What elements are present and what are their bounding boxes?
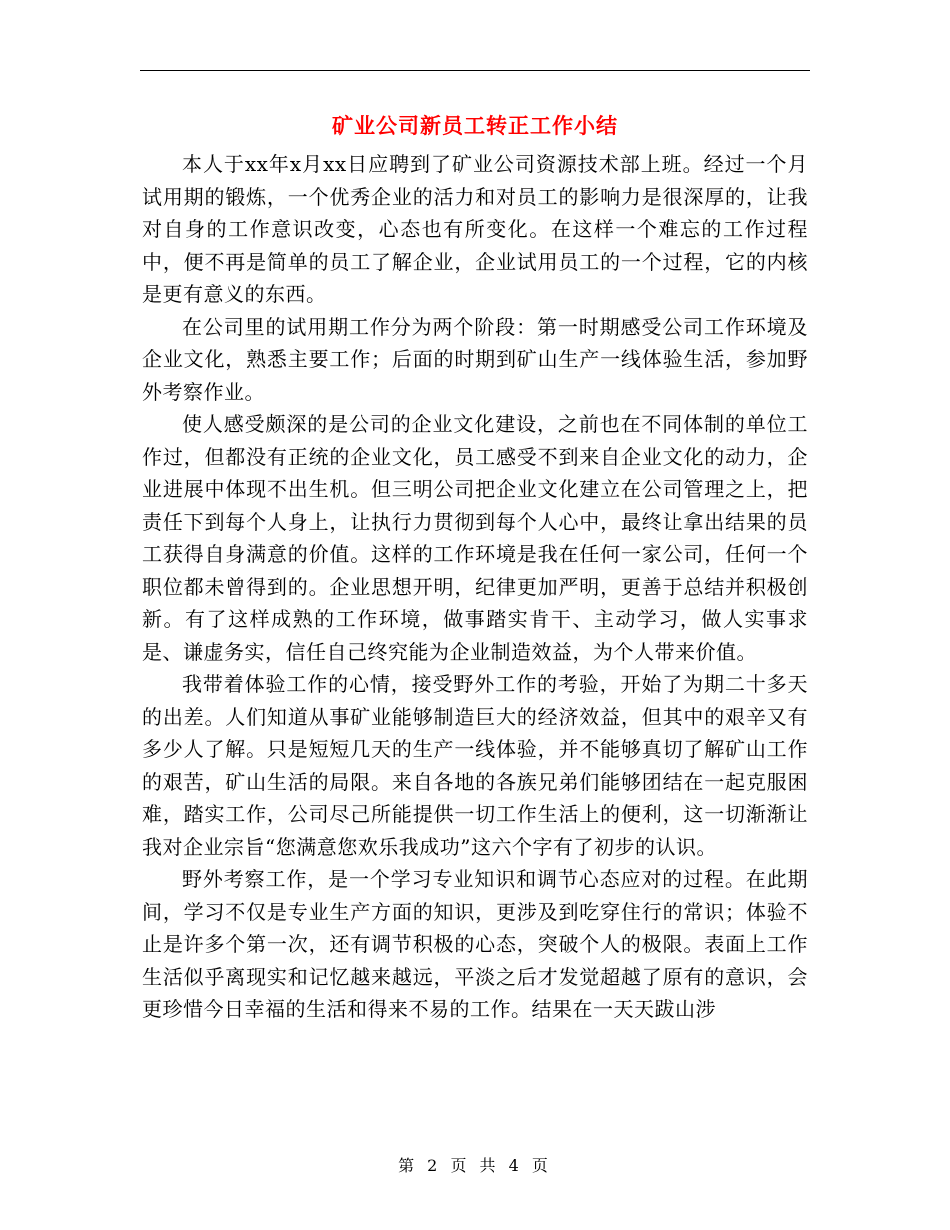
document-title: 矿业公司新员工转正工作小结 [332, 113, 618, 138]
paragraph-4: 我带着体验工作的心情，接受野外工作的考验，开始了为期二十多天的出差。人们知道从事矿业能够制造巨大的经济效益，但其中的艰辛又有多少人了解。只是短短几天的生产一线体验，并不能够真切了解矿山工作的艰苦，矿山生活的局限。来自各地的各族兄弟们能够团结在一起克服困难，踏实工作，公司尽己所能提供一切工作生活上的便利，这一切渐渐让我对企业宗旨“您满意您欢乐我成功”这六个字有了初步的认识。 [142, 672, 808, 859]
paragraph-3: 使人感受颇深的是公司的企业文化建设，之前也在不同体制的单位工作过，但都没有正统的企业文化，员工感受不到来自企业文化的动力，企业进展中体现不出生机。但三明公司把企业文化建立在公司管理之上，把责任下到每个人身上，让执行力贯彻到每个人心中，最终让拿出结果的员工获得自身满意的价值。这样的工作环境是我在任何一家公司，任何一个职位都未曾得到的。企业思想开明，纪律更加严明，更善于总结并积极创新。有了这样成熟的工作环境，做事踏实肯干、主动学习，做人实事求是、谦虚务实，信任自己终究能为企业制造效益，为个人带来价值。 [142, 412, 808, 664]
paragraph-5: 野外考察工作，是一个学习专业知识和调节心态应对的过程。在此期间，学习不仅是专业生产方面的知识，更涉及到吃穿住行的常识；体验不止是许多个第一次，还有调节积极的心态，突破个人的极限。表面上工作生活似乎离现实和记忆越来越远，平淡之后才发觉超越了原有的意识，会更珍惜今日幸福的生活和得来不易的工作。结果在一天天跋山涉 [142, 867, 808, 1021]
page-number-footer: 第 2 页 共 4 页 [398, 1156, 552, 1175]
paragraph-1: 本人于xx年x月xx日应聘到了矿业公司资源技术部上班。经过一个月试用期的锻炼，一个优秀企业的活力和对员工的影响力是很深厚的，让我对自身的工作意识改变，心态也有所变化。在这样一个难忘的工作过程中，便不再是简单的员工了解企业，企业试用员工的一个过程，它的内核是更有意义的东西。 [142, 152, 808, 306]
paragraph-2: 在公司里的试用期工作分为两个阶段：第一时期感受公司工作环境及企业文化，熟悉主要工作；后面的时期到矿山生产一线体验生活，参加野外考察作业。 [142, 314, 808, 404]
header-rule [140, 70, 810, 71]
document-body [142, 148, 808, 1118]
